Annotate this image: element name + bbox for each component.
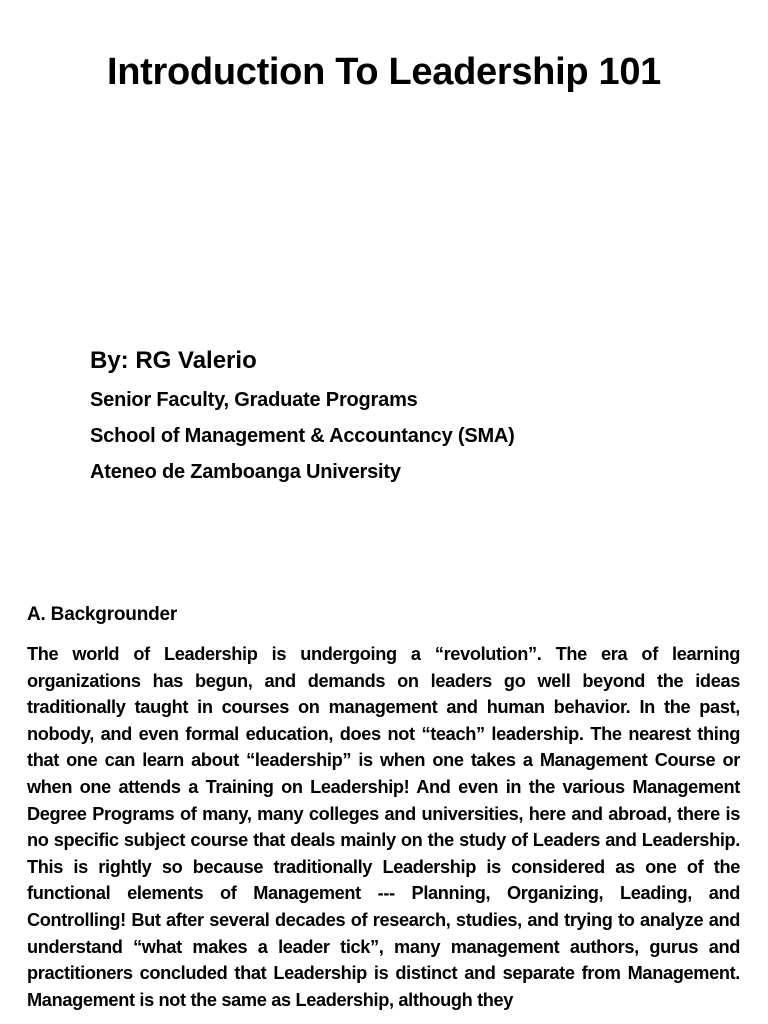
author-university: Ateneo de Zamboanga University	[90, 461, 401, 483]
document-title: Introduction To Leadership 101	[106, 51, 662, 93]
author-block	[90, 344, 730, 490]
author-byline: By: RG Valerio	[90, 347, 257, 374]
author-position: Senior Faculty, Graduate Programs	[90, 389, 418, 411]
backgrounder-section	[27, 601, 740, 1013]
author-school: School of Management & Accountancy (SMA)	[90, 425, 515, 447]
section-heading: A. Backgrounder	[27, 604, 178, 625]
section-body-paragraph: The world of Leadership is undergoing a “revolution”. The era of learning organizations has begun, and demands on leaders go well beyond the ideas traditionally taught in courses on management and human behavior. In the past, nobody, and even formal education, does not “teach” leadership. The nearest thing that one can learn about “leadership” is when one takes a Management Course or when one attends a Training on Leadership! And even in the various Management Degree Programs of many, many colleges and universities, here and abroad, there is no specific subject course that deals mainly on the study of Leaders and Leadership. This is rightly so because traditionally Leadership is considered as one of the functional elements of Management --- Planning, Organizing, Leading, and Controlling! But after several decades of research, studies, and trying to analyze and understand “what makes a leader tick”, many management authors, gurus and practitioners concluded that Leadership is distinct and separate from Management. Management is not the same as Leadership, although they	[27, 644, 740, 1010]
